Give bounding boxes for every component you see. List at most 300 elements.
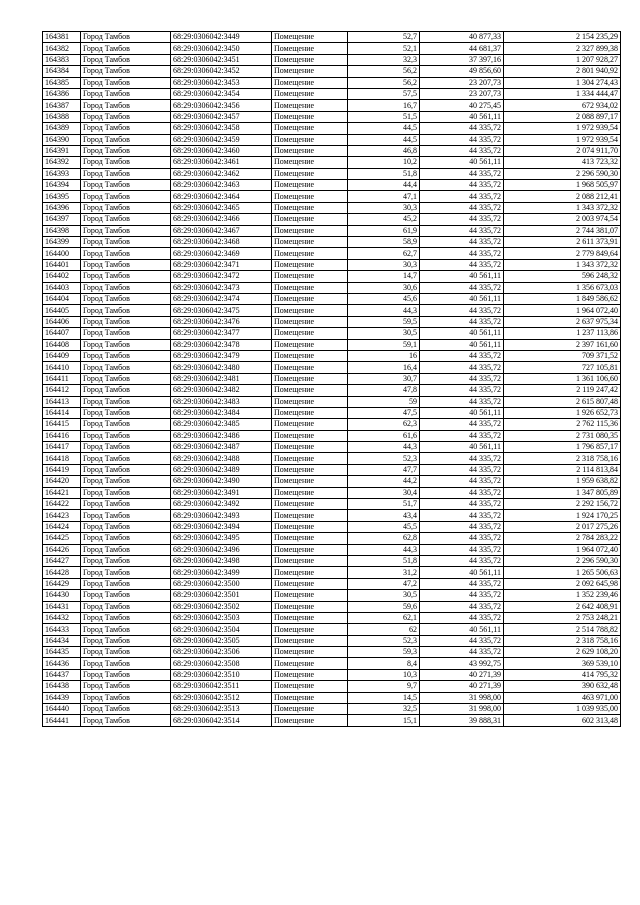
object-type-cell: Помещение (272, 248, 348, 259)
row-number-cell: 164422 (43, 499, 81, 510)
cadastral-number-cell: 68:29:0306042:3458 (171, 123, 272, 134)
row-number-cell: 164430 (43, 590, 81, 601)
city-cell: Город Тамбов (81, 191, 171, 202)
unit-value-cell: 44 335,72 (420, 237, 504, 248)
row-number-cell: 164427 (43, 555, 81, 566)
area-cell: 30,3 (348, 259, 420, 270)
city-cell: Город Тамбов (81, 328, 171, 339)
table-row (43, 419, 621, 430)
row-number-cell: 164439 (43, 692, 81, 703)
table-row (43, 100, 621, 111)
cadastral-number-cell: 68:29:0306042:3454 (171, 88, 272, 99)
object-type-cell: Помещение (272, 533, 348, 544)
object-type-cell: Помещение (272, 111, 348, 122)
area-cell: 52,3 (348, 453, 420, 464)
cadastral-value-cell: 2 154 235,29 (504, 32, 621, 43)
unit-value-cell: 40 561,11 (420, 271, 504, 282)
unit-value-cell: 40 561,11 (420, 111, 504, 122)
table-row (43, 487, 621, 498)
cadastral-number-cell: 68:29:0306042:3508 (171, 658, 272, 669)
table-row (43, 407, 621, 418)
unit-value-cell: 23 207,73 (420, 88, 504, 99)
area-cell: 15,1 (348, 715, 420, 726)
unit-value-cell: 37 397,16 (420, 54, 504, 65)
table-row (43, 612, 621, 623)
cadastral-value-cell: 727 105,81 (504, 362, 621, 373)
city-cell: Город Тамбов (81, 385, 171, 396)
row-number-cell: 164433 (43, 624, 81, 635)
cadastral-value-cell: 672 934,02 (504, 100, 621, 111)
unit-value-cell: 44 335,72 (420, 191, 504, 202)
unit-value-cell: 44 335,72 (420, 647, 504, 658)
city-cell: Город Тамбов (81, 66, 171, 77)
table-row (43, 248, 621, 259)
unit-value-cell: 44 335,72 (420, 396, 504, 407)
cadastral-value-cell: 1 972 939,54 (504, 123, 621, 134)
cadastral-value-cell: 2 327 899,38 (504, 43, 621, 54)
table-row (43, 567, 621, 578)
cadastral-number-cell: 68:29:0306042:3462 (171, 168, 272, 179)
table-row (43, 521, 621, 532)
area-cell: 44,3 (348, 544, 420, 555)
table-row (43, 305, 621, 316)
unit-value-cell: 31 998,00 (420, 704, 504, 715)
area-cell: 30,3 (348, 202, 420, 213)
unit-value-cell: 40 271,39 (420, 681, 504, 692)
table-row (43, 555, 621, 566)
city-cell: Город Тамбов (81, 111, 171, 122)
cadastral-number-cell: 68:29:0306042:3478 (171, 339, 272, 350)
area-cell: 14,5 (348, 692, 420, 703)
table-row (43, 328, 621, 339)
area-cell: 47,8 (348, 385, 420, 396)
cadastral-number-cell: 68:29:0306042:3479 (171, 350, 272, 361)
object-type-cell: Помещение (272, 145, 348, 156)
row-number-cell: 164398 (43, 225, 81, 236)
table-row (43, 510, 621, 521)
unit-value-cell: 40 561,11 (420, 567, 504, 578)
city-cell: Город Тамбов (81, 578, 171, 589)
row-number-cell: 164423 (43, 510, 81, 521)
cadastral-value-cell: 2 642 408,91 (504, 601, 621, 612)
table-row (43, 715, 621, 726)
unit-value-cell: 44 335,72 (420, 180, 504, 191)
cadastral-value-cell: 2 296 590,30 (504, 168, 621, 179)
object-type-cell: Помещение (272, 419, 348, 430)
row-number-cell: 164386 (43, 88, 81, 99)
area-cell: 44,2 (348, 476, 420, 487)
table-row (43, 214, 621, 225)
cadastral-value-cell: 463 971,00 (504, 692, 621, 703)
table-row (43, 658, 621, 669)
cadastral-value-cell: 2 114 813,84 (504, 464, 621, 475)
object-type-cell: Помещение (272, 567, 348, 578)
cadastral-number-cell: 68:29:0306042:3483 (171, 396, 272, 407)
city-cell: Город Тамбов (81, 464, 171, 475)
cadastral-value-cell: 1 964 072,40 (504, 544, 621, 555)
unit-value-cell: 40 877,33 (420, 32, 504, 43)
row-number-cell: 164407 (43, 328, 81, 339)
row-number-cell: 164425 (43, 533, 81, 544)
unit-value-cell: 44 335,72 (420, 499, 504, 510)
object-type-cell: Помещение (272, 214, 348, 225)
unit-value-cell: 44 335,72 (420, 453, 504, 464)
table-body (43, 32, 621, 727)
cadastral-number-cell: 68:29:0306042:3485 (171, 419, 272, 430)
row-number-cell: 164396 (43, 202, 81, 213)
row-number-cell: 164402 (43, 271, 81, 282)
row-number-cell: 164408 (43, 339, 81, 350)
city-cell: Город Тамбов (81, 123, 171, 134)
object-type-cell: Помещение (272, 442, 348, 453)
table-row (43, 339, 621, 350)
cadastral-value-cell: 2 119 247,42 (504, 385, 621, 396)
area-cell: 56,2 (348, 77, 420, 88)
cadastral-value-cell: 2 397 161,60 (504, 339, 621, 350)
object-type-cell: Помещение (272, 32, 348, 43)
row-number-cell: 164389 (43, 123, 81, 134)
cadastral-value-cell: 2 088 897,17 (504, 111, 621, 122)
area-cell: 44,3 (348, 442, 420, 453)
city-cell: Город Тамбов (81, 350, 171, 361)
unit-value-cell: 23 207,73 (420, 77, 504, 88)
unit-value-cell: 44 335,72 (420, 430, 504, 441)
area-cell: 52,3 (348, 635, 420, 646)
table-row (43, 590, 621, 601)
table-row (43, 362, 621, 373)
table-row (43, 544, 621, 555)
table-row (43, 259, 621, 270)
area-cell: 58,9 (348, 237, 420, 248)
city-cell: Город Тамбов (81, 168, 171, 179)
row-number-cell: 164414 (43, 407, 81, 418)
cadastral-number-cell: 68:29:0306042:3513 (171, 704, 272, 715)
cadastral-number-cell: 68:29:0306042:3449 (171, 32, 272, 43)
unit-value-cell: 44 335,72 (420, 487, 504, 498)
cadastral-value-cell: 2 762 115,36 (504, 419, 621, 430)
area-cell: 47,5 (348, 407, 420, 418)
table-row (43, 578, 621, 589)
object-type-cell: Помещение (272, 293, 348, 304)
unit-value-cell: 44 335,72 (420, 590, 504, 601)
city-cell: Город Тамбов (81, 100, 171, 111)
table-row (43, 271, 621, 282)
row-number-cell: 164434 (43, 635, 81, 646)
table-row (43, 704, 621, 715)
cadastral-value-cell: 2 017 275,26 (504, 521, 621, 532)
cadastral-value-cell: 1 343 372,32 (504, 202, 621, 213)
table-row (43, 123, 621, 134)
object-type-cell: Помещение (272, 430, 348, 441)
unit-value-cell: 44 335,72 (420, 578, 504, 589)
city-cell: Город Тамбов (81, 430, 171, 441)
city-cell: Город Тамбов (81, 271, 171, 282)
object-type-cell: Помещение (272, 385, 348, 396)
unit-value-cell: 44 335,72 (420, 168, 504, 179)
unit-value-cell: 40 561,11 (420, 442, 504, 453)
area-cell: 51,7 (348, 499, 420, 510)
city-cell: Город Тамбов (81, 259, 171, 270)
object-type-cell: Помещение (272, 544, 348, 555)
unit-value-cell: 44 335,72 (420, 214, 504, 225)
row-number-cell: 164385 (43, 77, 81, 88)
row-number-cell: 164420 (43, 476, 81, 487)
city-cell: Город Тамбов (81, 521, 171, 532)
table-row (43, 134, 621, 145)
cadastral-number-cell: 68:29:0306042:3480 (171, 362, 272, 373)
area-cell: 32,5 (348, 704, 420, 715)
table-row (43, 157, 621, 168)
unit-value-cell: 44 335,72 (420, 544, 504, 555)
unit-value-cell: 40 561,11 (420, 339, 504, 350)
cadastral-number-cell: 68:29:0306042:3488 (171, 453, 272, 464)
cadastral-number-cell: 68:29:0306042:3496 (171, 544, 272, 555)
row-number-cell: 164411 (43, 373, 81, 384)
row-number-cell: 164403 (43, 282, 81, 293)
object-type-cell: Помещение (272, 350, 348, 361)
table-row (43, 635, 621, 646)
object-type-cell: Помещение (272, 578, 348, 589)
cadastral-number-cell: 68:29:0306042:3451 (171, 54, 272, 65)
cadastral-value-cell: 2 744 381,07 (504, 225, 621, 236)
city-cell: Город Тамбов (81, 214, 171, 225)
row-number-cell: 164435 (43, 647, 81, 658)
object-type-cell: Помещение (272, 100, 348, 111)
city-cell: Город Тамбов (81, 555, 171, 566)
table-row (43, 430, 621, 441)
row-number-cell: 164393 (43, 168, 81, 179)
object-type-cell: Помещение (272, 123, 348, 134)
row-number-cell: 164415 (43, 419, 81, 430)
city-cell: Город Тамбов (81, 601, 171, 612)
area-cell: 44,5 (348, 134, 420, 145)
area-cell: 10,2 (348, 157, 420, 168)
city-cell: Город Тамбов (81, 624, 171, 635)
unit-value-cell: 44 335,72 (420, 134, 504, 145)
city-cell: Город Тамбов (81, 407, 171, 418)
area-cell: 16,7 (348, 100, 420, 111)
table-row (43, 237, 621, 248)
row-number-cell: 164421 (43, 487, 81, 498)
unit-value-cell: 44 335,72 (420, 145, 504, 156)
object-type-cell: Помещение (272, 476, 348, 487)
cadastral-number-cell: 68:29:0306042:3494 (171, 521, 272, 532)
area-cell: 51,5 (348, 111, 420, 122)
table-row (43, 43, 621, 54)
city-cell: Город Тамбов (81, 362, 171, 373)
cadastral-value-cell: 2 514 788,82 (504, 624, 621, 635)
cadastral-number-cell: 68:29:0306042:3452 (171, 66, 272, 77)
cadastral-number-cell: 68:29:0306042:3499 (171, 567, 272, 578)
row-number-cell: 164390 (43, 134, 81, 145)
cadastral-value-cell: 2 615 807,48 (504, 396, 621, 407)
table-row (43, 293, 621, 304)
unit-value-cell: 44 335,72 (420, 385, 504, 396)
area-cell: 43,4 (348, 510, 420, 521)
cadastral-number-cell: 68:29:0306042:3469 (171, 248, 272, 259)
cadastral-value-cell: 1 334 444,47 (504, 88, 621, 99)
table-row (43, 32, 621, 43)
table-row (43, 476, 621, 487)
row-number-cell: 164413 (43, 396, 81, 407)
table-row (43, 692, 621, 703)
table-row (43, 647, 621, 658)
table-row (43, 669, 621, 680)
row-number-cell: 164431 (43, 601, 81, 612)
row-number-cell: 164441 (43, 715, 81, 726)
object-type-cell: Помещение (272, 237, 348, 248)
table-row (43, 499, 621, 510)
city-cell: Город Тамбов (81, 32, 171, 43)
area-cell: 59,3 (348, 647, 420, 658)
cadastral-number-cell: 68:29:0306042:3498 (171, 555, 272, 566)
cadastral-value-cell: 414 795,32 (504, 669, 621, 680)
area-cell: 52,7 (348, 32, 420, 43)
city-cell: Город Тамбов (81, 567, 171, 578)
cadastral-number-cell: 68:29:0306042:3500 (171, 578, 272, 589)
cadastral-number-cell: 68:29:0306042:3510 (171, 669, 272, 680)
row-number-cell: 164409 (43, 350, 81, 361)
city-cell: Город Тамбов (81, 612, 171, 623)
table-row (43, 373, 621, 384)
cadastral-number-cell: 68:29:0306042:3511 (171, 681, 272, 692)
table-row (43, 111, 621, 122)
object-type-cell: Помещение (272, 259, 348, 270)
object-type-cell: Помещение (272, 168, 348, 179)
area-cell: 14,7 (348, 271, 420, 282)
object-type-cell: Помещение (272, 704, 348, 715)
cadastral-value-cell: 390 632,48 (504, 681, 621, 692)
table-row (43, 225, 621, 236)
area-cell: 30,4 (348, 487, 420, 498)
object-type-cell: Помещение (272, 453, 348, 464)
cadastral-number-cell: 68:29:0306042:3472 (171, 271, 272, 282)
cadastral-value-cell: 709 371,52 (504, 350, 621, 361)
cadastral-number-cell: 68:29:0306042:3505 (171, 635, 272, 646)
city-cell: Город Тамбов (81, 180, 171, 191)
cadastral-number-cell: 68:29:0306042:3492 (171, 499, 272, 510)
table-row (43, 168, 621, 179)
cadastral-number-cell: 68:29:0306042:3474 (171, 293, 272, 304)
unit-value-cell: 44 335,72 (420, 555, 504, 566)
object-type-cell: Помещение (272, 612, 348, 623)
city-cell: Город Тамбов (81, 533, 171, 544)
city-cell: Город Тамбов (81, 316, 171, 327)
city-cell: Город Тамбов (81, 442, 171, 453)
cadastral-number-cell: 68:29:0306042:3504 (171, 624, 272, 635)
unit-value-cell: 40 271,39 (420, 669, 504, 680)
table-row (43, 202, 621, 213)
unit-value-cell: 40 561,11 (420, 157, 504, 168)
unit-value-cell: 44 335,72 (420, 419, 504, 430)
row-number-cell: 164436 (43, 658, 81, 669)
cadastral-number-cell: 68:29:0306042:3493 (171, 510, 272, 521)
object-type-cell: Помещение (272, 658, 348, 669)
object-type-cell: Помещение (272, 339, 348, 350)
object-type-cell: Помещение (272, 487, 348, 498)
cadastral-value-cell: 2 731 080,35 (504, 430, 621, 441)
city-cell: Город Тамбов (81, 510, 171, 521)
city-cell: Город Тамбов (81, 419, 171, 430)
cadastral-value-cell: 1 796 857,17 (504, 442, 621, 453)
city-cell: Город Тамбов (81, 77, 171, 88)
cadastral-number-cell: 68:29:0306042:3484 (171, 407, 272, 418)
unit-value-cell: 44 335,72 (420, 510, 504, 521)
area-cell: 16 (348, 350, 420, 361)
row-number-cell: 164429 (43, 578, 81, 589)
row-number-cell: 164392 (43, 157, 81, 168)
area-cell: 8,4 (348, 658, 420, 669)
area-cell: 59,6 (348, 601, 420, 612)
object-type-cell: Помещение (272, 407, 348, 418)
cadastral-value-cell: 1 265 506,63 (504, 567, 621, 578)
area-cell: 32,3 (348, 54, 420, 65)
city-cell: Город Тамбов (81, 339, 171, 350)
cadastral-number-cell: 68:29:0306042:3506 (171, 647, 272, 658)
cadastral-number-cell: 68:29:0306042:3456 (171, 100, 272, 111)
area-cell: 61,9 (348, 225, 420, 236)
table-row (43, 464, 621, 475)
area-cell: 61,6 (348, 430, 420, 441)
object-type-cell: Помещение (272, 362, 348, 373)
unit-value-cell: 49 856,60 (420, 66, 504, 77)
cadastral-value-cell: 1 356 673,03 (504, 282, 621, 293)
table-row (43, 66, 621, 77)
area-cell: 51,8 (348, 555, 420, 566)
city-cell: Город Тамбов (81, 647, 171, 658)
cadastral-value-cell: 1 924 170,25 (504, 510, 621, 521)
unit-value-cell: 39 888,31 (420, 715, 504, 726)
area-cell: 62,8 (348, 533, 420, 544)
area-cell: 10,3 (348, 669, 420, 680)
unit-value-cell: 44 335,72 (420, 305, 504, 316)
unit-value-cell: 44 335,72 (420, 282, 504, 293)
unit-value-cell: 44 335,72 (420, 123, 504, 134)
city-cell: Город Тамбов (81, 237, 171, 248)
cadastral-value-cell: 413 723,32 (504, 157, 621, 168)
city-cell: Город Тамбов (81, 134, 171, 145)
area-cell: 47,1 (348, 191, 420, 202)
object-type-cell: Помещение (272, 647, 348, 658)
table-row (43, 624, 621, 635)
cadastral-number-cell: 68:29:0306042:3473 (171, 282, 272, 293)
row-number-cell: 164395 (43, 191, 81, 202)
object-type-cell: Помещение (272, 157, 348, 168)
area-cell: 45,6 (348, 293, 420, 304)
cadastral-value-cell: 596 248,32 (504, 271, 621, 282)
cadastral-number-cell: 68:29:0306042:3459 (171, 134, 272, 145)
row-number-cell: 164397 (43, 214, 81, 225)
row-number-cell: 164416 (43, 430, 81, 441)
table-row (43, 385, 621, 396)
cadastral-value-cell: 1 304 274,43 (504, 77, 621, 88)
unit-value-cell: 43 992,75 (420, 658, 504, 669)
cadastral-number-cell: 68:29:0306042:3457 (171, 111, 272, 122)
city-cell: Город Тамбов (81, 88, 171, 99)
cadastral-value-cell: 1 849 586,62 (504, 293, 621, 304)
object-type-cell: Помещение (272, 54, 348, 65)
object-type-cell: Помещение (272, 669, 348, 680)
object-type-cell: Помещение (272, 692, 348, 703)
row-number-cell: 164426 (43, 544, 81, 555)
area-cell: 30,7 (348, 373, 420, 384)
table-row (43, 77, 621, 88)
row-number-cell: 164381 (43, 32, 81, 43)
object-type-cell: Помещение (272, 715, 348, 726)
unit-value-cell: 44 335,72 (420, 612, 504, 623)
cadastral-number-cell: 68:29:0306042:3453 (171, 77, 272, 88)
area-cell: 44,4 (348, 180, 420, 191)
